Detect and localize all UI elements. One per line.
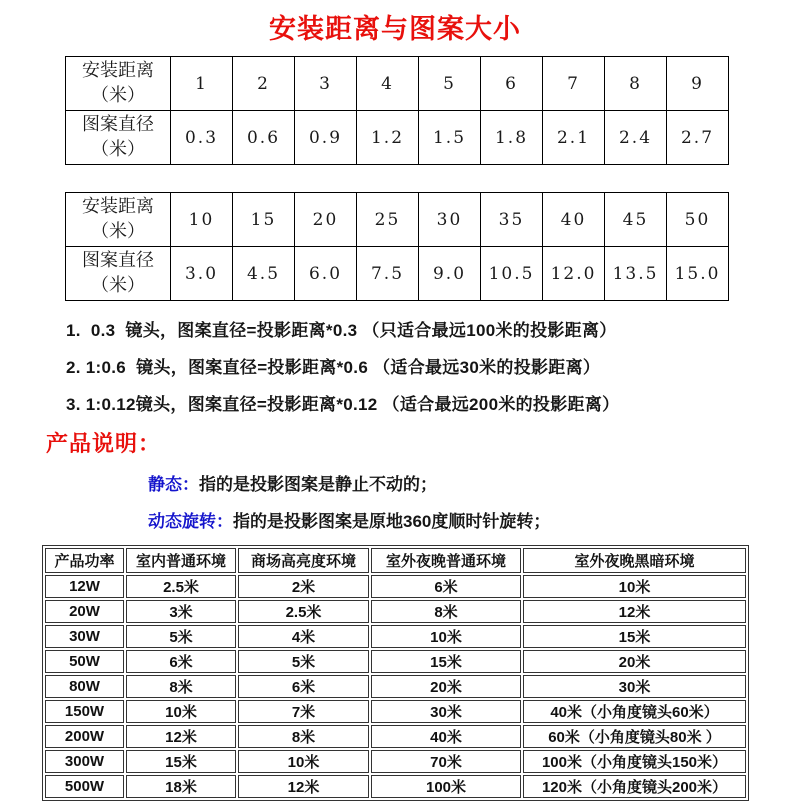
diameter-value-cell: 3.0 [171, 247, 233, 301]
spec-table-row [45, 575, 746, 598]
spec-value-cell: 300W [45, 750, 124, 773]
spec-value-cell: 100米（小角度镜头150米） [523, 750, 746, 773]
spec-value-cell: 18米 [126, 775, 236, 798]
row-header-line: （米） [91, 84, 145, 106]
spec-header-row [45, 548, 746, 573]
spec-value-cell: 40米（小角度镜头60米） [523, 700, 746, 723]
spec-value-cell: 5米 [238, 650, 369, 673]
install-distance-row [66, 57, 729, 111]
row-header-line: 安装距离 [82, 196, 154, 218]
spec-value-cell: 50W [45, 650, 124, 673]
spec-value-cell: 40米 [371, 725, 521, 748]
distance-value-cell: 1 [171, 57, 233, 111]
spec-value-cell: 100米 [371, 775, 521, 798]
install-distance-row [66, 193, 729, 247]
diameter-value-cell: 0.9 [295, 111, 357, 165]
distance-value-cell: 30 [419, 193, 481, 247]
spec-value-cell: 8米 [371, 600, 521, 623]
distance-value-cell: 9 [667, 57, 729, 111]
spec-value-cell: 2.5米 [238, 600, 369, 623]
desc-item-dynamic-rotation [148, 507, 790, 532]
spec-value-cell: 8米 [126, 675, 236, 698]
lens-note-line: 2. 1:0.6 镜头，图案直径=投影距离*0.6 （适合最远30米的投影距离） [66, 358, 601, 377]
diameter-value-cell: 10.5 [481, 247, 543, 301]
spec-value-cell: 10米 [371, 625, 521, 648]
spec-value-cell: 120米（小角度镜头200米） [523, 775, 746, 798]
diameter-value-cell: 2.7 [667, 111, 729, 165]
distance-value-cell: 25 [357, 193, 419, 247]
spec-header-cell: 室内普通环境 [126, 548, 236, 573]
spec-value-cell: 80W [45, 675, 124, 698]
diameter-value-cell: 12.0 [543, 247, 605, 301]
spec-value-cell: 15米 [523, 625, 746, 648]
spec-table-row [45, 650, 746, 673]
spec-value-cell: 2.5米 [126, 575, 236, 598]
spec-table-row [45, 750, 746, 773]
spec-value-cell: 2米 [238, 575, 369, 598]
distance-value-cell: 15 [233, 193, 295, 247]
diameter-value-cell: 13.5 [605, 247, 667, 301]
diameter-value-cell: 4.5 [233, 247, 295, 301]
spec-value-cell: 30米 [523, 675, 746, 698]
row-header-line: （米） [91, 274, 145, 296]
spec-value-cell: 70米 [371, 750, 521, 773]
distance-value-cell: 45 [605, 193, 667, 247]
distance-value-cell: 50 [667, 193, 729, 247]
diameter-value-cell: 2.1 [543, 111, 605, 165]
diameter-value-cell: 9.0 [419, 247, 481, 301]
spec-value-cell: 5米 [126, 625, 236, 648]
spec-value-cell: 10米 [523, 575, 746, 598]
row-header-line: （米） [91, 220, 145, 242]
distance-value-cell: 8 [605, 57, 667, 111]
row-header-line: （米） [91, 138, 145, 160]
lens-notes-list [66, 316, 790, 415]
desc-text-static: 指的是投影图案是静止不动的； [199, 475, 437, 494]
distance-value-cell: 5 [419, 57, 481, 111]
spec-value-cell: 12米 [126, 725, 236, 748]
spec-value-cell: 4米 [238, 625, 369, 648]
desc-term-dynamic-rotation: 动态旋转： [148, 512, 233, 531]
spec-value-cell: 10米 [238, 750, 369, 773]
distance-table-1 [65, 56, 729, 165]
spec-table-row [45, 625, 746, 648]
spec-table-row [45, 600, 746, 623]
lens-note-line: 1. 0.3 镜头，图案直径=投影距离*0.3 （只适合最远100米的投影距离） [66, 321, 617, 340]
row-header-line: 安装距离 [82, 60, 154, 82]
spec-table-body [45, 575, 746, 798]
spec-value-cell: 8米 [238, 725, 369, 748]
desc-text-dynamic-rotation: 指的是投影图案是原地360度顺时针旋转； [233, 512, 551, 531]
spec-value-cell: 60米（小角度镜头80米 ） [523, 725, 746, 748]
spec-value-cell: 20米 [523, 650, 746, 673]
spec-table-row [45, 775, 746, 798]
spec-value-cell: 10米 [126, 700, 236, 723]
spec-value-cell: 200W [45, 725, 124, 748]
spec-table-row [45, 675, 746, 698]
spec-value-cell: 15米 [126, 750, 236, 773]
desc-term-static: 静态： [148, 475, 199, 494]
distance-value-cell: 2 [233, 57, 295, 111]
spec-header-cell: 商场高亮度环境 [238, 548, 369, 573]
diameter-value-cell: 6.0 [295, 247, 357, 301]
row-header-install-distance [66, 193, 171, 247]
spec-value-cell: 6米 [371, 575, 521, 598]
spec-value-cell: 6米 [238, 675, 369, 698]
spec-value-cell: 7米 [238, 700, 369, 723]
distance-value-cell: 6 [481, 57, 543, 111]
spec-value-cell: 500W [45, 775, 124, 798]
diameter-value-cell: 1.2 [357, 111, 419, 165]
diameter-value-cell: 0.6 [233, 111, 295, 165]
spec-header-cell: 室外夜晚普通环境 [371, 548, 521, 573]
spec-table-row [45, 725, 746, 748]
row-header-line: 图案直径 [82, 114, 154, 136]
row-header-pattern-diameter [66, 111, 171, 165]
spec-value-cell: 30米 [371, 700, 521, 723]
distance-value-cell: 4 [357, 57, 419, 111]
distance-value-cell: 20 [295, 193, 357, 247]
distance-value-cell: 7 [543, 57, 605, 111]
diameter-value-cell: 15.0 [667, 247, 729, 301]
spec-table-row [45, 700, 746, 723]
pattern-diameter-row [66, 111, 729, 165]
spec-value-cell: 20W [45, 600, 124, 623]
spec-value-cell: 20米 [371, 675, 521, 698]
distance-value-cell: 3 [295, 57, 357, 111]
lens-note-line: 3. 1:0.12镜头，图案直径=投影距离*0.12 （适合最远200米的投影距离） [66, 395, 620, 414]
spec-value-cell: 3米 [126, 600, 236, 623]
spec-value-cell: 12W [45, 575, 124, 598]
spec-value-cell: 15米 [371, 650, 521, 673]
row-header-install-distance [66, 57, 171, 111]
spec-header-cell: 室外夜晚黑暗环境 [523, 548, 746, 573]
diameter-value-cell: 1.8 [481, 111, 543, 165]
spec-value-cell: 12米 [523, 600, 746, 623]
product-description-heading: 产品说明： [46, 431, 162, 456]
diameter-value-cell: 0.3 [171, 111, 233, 165]
row-header-pattern-diameter [66, 247, 171, 301]
diameter-value-cell: 7.5 [357, 247, 419, 301]
spec-value-cell: 30W [45, 625, 124, 648]
distance-value-cell: 40 [543, 193, 605, 247]
pattern-diameter-row [66, 247, 729, 301]
diameter-value-cell: 2.4 [605, 111, 667, 165]
spec-header-cell: 产品功率 [45, 548, 124, 573]
distance-table-2 [65, 192, 729, 301]
power-spec-table [42, 545, 749, 801]
desc-item-static [148, 470, 790, 495]
distance-value-cell: 10 [171, 193, 233, 247]
row-header-line: 图案直径 [82, 250, 154, 272]
distance-value-cell: 35 [481, 193, 543, 247]
page-title: 安装距离与图案大小 [269, 14, 521, 44]
spec-value-cell: 6米 [126, 650, 236, 673]
spec-value-cell: 12米 [238, 775, 369, 798]
spec-value-cell: 150W [45, 700, 124, 723]
diameter-value-cell: 1.5 [419, 111, 481, 165]
